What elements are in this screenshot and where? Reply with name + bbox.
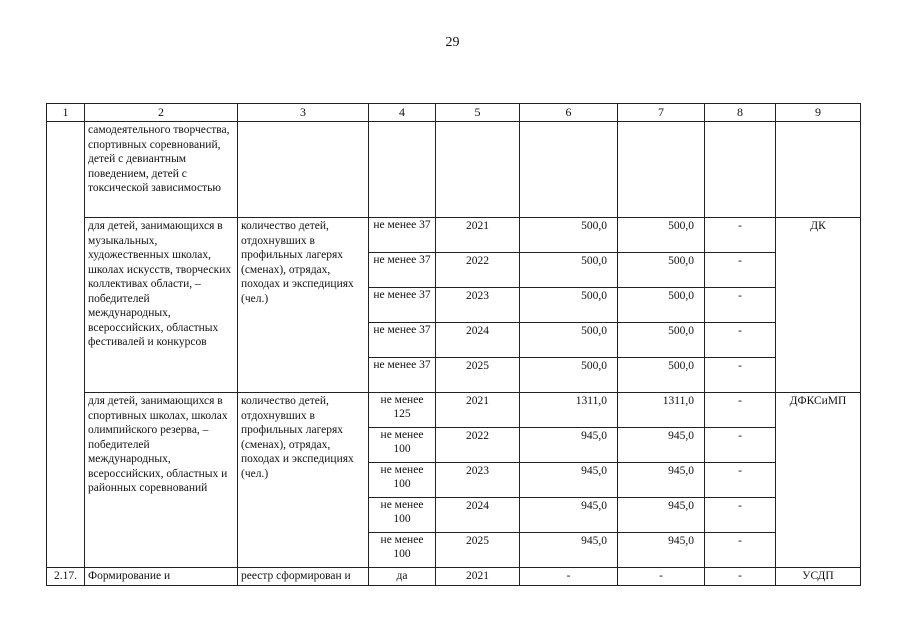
empty-cell: [369, 122, 436, 218]
row-description: Формирование и: [85, 568, 238, 586]
empty-cell: [436, 122, 520, 218]
group-indicator: количество детей, отдохнувших в профильных лагерях (сменах), отрядах, походах и экспедициях (чел.): [238, 218, 369, 393]
header-cell: 4: [369, 104, 436, 122]
value-cell: 945,0: [618, 428, 705, 463]
value-cell: -: [705, 288, 776, 323]
year-cell: 2025: [436, 358, 520, 393]
header-cell: 5: [436, 104, 520, 122]
value-cell: 500,0: [520, 288, 618, 323]
value-cell: 1311,0: [520, 393, 618, 428]
table-row: [47, 393, 861, 428]
group-description: для детей, занимающихся в музыкальных, художественных школах, школах искусств, творческих коллективах области, – победителей международных, всероссийских, областных фестивалей и конкурсов: [85, 218, 238, 393]
table-row: [47, 218, 861, 253]
value-cell: 500,0: [520, 218, 618, 253]
program-table: [46, 103, 861, 586]
value-cell: -: [705, 323, 776, 358]
table-row: [47, 122, 861, 218]
empty-cell: [618, 122, 705, 218]
year-cell: 2022: [436, 428, 520, 463]
executor-cell: ДФКСиМП: [776, 393, 861, 568]
target-cell: не менее 37: [369, 218, 436, 253]
value-cell: 945,0: [520, 498, 618, 533]
value-cell: -: [520, 568, 618, 586]
value-cell: -: [618, 568, 705, 586]
target-cell: да: [369, 568, 436, 586]
year-cell: 2025: [436, 533, 520, 568]
value-cell: 1311,0: [618, 393, 705, 428]
value-cell: -: [705, 358, 776, 393]
target-cell: не менее 125: [369, 393, 436, 428]
value-cell: 500,0: [618, 253, 705, 288]
target-cell: не менее 100: [369, 428, 436, 463]
target-cell: не менее 100: [369, 463, 436, 498]
row-number-cell: [47, 122, 85, 568]
year-cell: 2023: [436, 463, 520, 498]
target-cell: не менее 37: [369, 253, 436, 288]
executor-cell: ДК: [776, 218, 861, 393]
year-cell: 2021: [436, 393, 520, 428]
value-cell: -: [705, 428, 776, 463]
page-number: 29: [445, 35, 460, 50]
table-row: [47, 568, 861, 586]
row-number-cell: 2.17.: [47, 568, 85, 586]
continued-description: самодеятельного творчества, спортивных соревнований, детей с девиантным поведением, детей с токсической зависимостью: [85, 122, 238, 218]
target-cell: не менее 100: [369, 498, 436, 533]
target-cell: не менее 100: [369, 533, 436, 568]
value-cell: 945,0: [520, 428, 618, 463]
value-cell: 500,0: [618, 218, 705, 253]
value-cell: 500,0: [520, 323, 618, 358]
row-indicator: реестр сформирован и: [238, 568, 369, 586]
group-indicator: количество детей, отдохнувших в профильных лагерях (сменах), отрядах, походах и экспедициях (чел.): [238, 393, 369, 568]
empty-cell: [705, 122, 776, 218]
value-cell: 500,0: [618, 323, 705, 358]
executor-cell: УСДП: [776, 568, 861, 586]
value-cell: 500,0: [520, 358, 618, 393]
target-cell: не менее 37: [369, 323, 436, 358]
value-cell: -: [705, 393, 776, 428]
value-cell: 500,0: [618, 288, 705, 323]
empty-cell: [520, 122, 618, 218]
value-cell: 945,0: [618, 498, 705, 533]
header-cell: 6: [520, 104, 618, 122]
empty-cell: [776, 122, 861, 218]
header-cell: 8: [705, 104, 776, 122]
target-cell: не менее 37: [369, 288, 436, 323]
year-cell: 2023: [436, 288, 520, 323]
value-cell: 500,0: [520, 253, 618, 288]
value-cell: -: [705, 568, 776, 586]
value-cell: 500,0: [618, 358, 705, 393]
value-cell: -: [705, 533, 776, 568]
value-cell: -: [705, 218, 776, 253]
value-cell: -: [705, 498, 776, 533]
year-cell: 2022: [436, 253, 520, 288]
year-cell: 2021: [436, 568, 520, 586]
year-cell: 2021: [436, 218, 520, 253]
value-cell: 945,0: [520, 463, 618, 498]
year-cell: 2024: [436, 323, 520, 358]
empty-cell: [238, 122, 369, 218]
header-cell: 9: [776, 104, 861, 122]
header-cell: 3: [238, 104, 369, 122]
group-description: для детей, занимающихся в спортивных школах, школах олимпийского резерва, – победителей международных, всероссийских, областных и районных соревнований: [85, 393, 238, 568]
value-cell: 945,0: [520, 533, 618, 568]
year-cell: 2024: [436, 498, 520, 533]
header-row: [47, 104, 861, 122]
header-cell: 2: [85, 104, 238, 122]
value-cell: -: [705, 253, 776, 288]
target-cell: не менее 37: [369, 358, 436, 393]
header-cell: 1: [47, 104, 85, 122]
value-cell: -: [705, 463, 776, 498]
value-cell: 945,0: [618, 533, 705, 568]
header-cell: 7: [618, 104, 705, 122]
value-cell: 945,0: [618, 463, 705, 498]
